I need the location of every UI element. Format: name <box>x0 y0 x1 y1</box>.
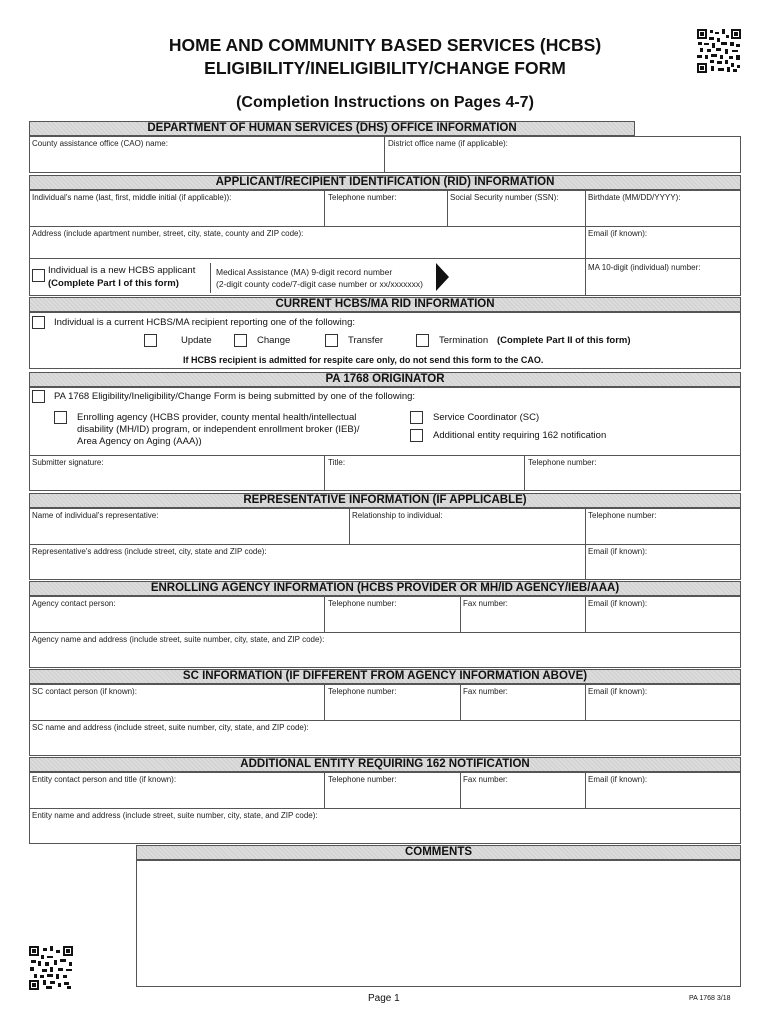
service-coordinator-label: Service Coordinator (SC) <box>433 412 540 423</box>
birthdate-field[interactable]: Birthdate (MM/DD/YYYY): <box>588 193 681 202</box>
sc-contact-field[interactable]: SC contact person (if known): <box>32 687 137 696</box>
update-label: Update <box>181 335 212 346</box>
agency-contact-field[interactable]: Agency contact person: <box>32 599 116 608</box>
ma-record-label: Medical Assistance (MA) 9-digit record number <box>216 267 393 277</box>
comments-field[interactable] <box>136 860 741 987</box>
new-applicant-label: Individual is a new HCBS applicant <box>48 265 196 276</box>
entity-telephone-field[interactable]: Telephone number: <box>328 775 397 784</box>
new-applicant-checkbox[interactable] <box>32 269 45 282</box>
agency-section-heading: ENROLLING AGENCY INFORMATION (HCBS PROVIDER OR MH/ID AGENCY/IEB/AAA) <box>29 581 741 596</box>
termination-label: Termination <box>439 335 489 346</box>
submitter-title-field[interactable]: Title: <box>328 458 346 467</box>
sc-address-field[interactable]: SC name and address (include street, suite number, city, state, and ZIP code): <box>32 723 309 732</box>
additional-entity-label: Additional entity requiring 162 notification <box>433 430 607 441</box>
change-checkbox[interactable] <box>234 334 247 347</box>
transfer-checkbox[interactable] <box>325 334 338 347</box>
dhs-section-heading: DEPARTMENT OF HUMAN SERVICES (DHS) OFFICE INFORMATION <box>29 121 635 136</box>
form-title-line1: HOME AND COMMUNITY BASED SERVICES (HCBS) <box>168 35 602 55</box>
entity-section-heading: ADDITIONAL ENTITY REQUIRING 162 NOTIFICATION <box>29 757 741 772</box>
originator-section-heading: PA 1768 ORIGINATOR <box>29 372 741 387</box>
current-recipient-label: Individual is a current HCBS/MA recipient reporting one of the following: <box>54 317 355 328</box>
page-number: Page 1 <box>368 993 400 1004</box>
enrolling-agency-line2: disability (MH/ID) program, or independent enrollment broker (IEB)/ <box>77 424 360 435</box>
current-section-heading: CURRENT HCBS/MA RID INFORMATION <box>29 297 741 312</box>
form-subtitle: (Completion Instructions on Pages 4-7) <box>236 94 534 111</box>
representative-section-heading: REPRESENTATIVE INFORMATION (IF APPLICABLE) <box>29 493 741 508</box>
entity-fax-field[interactable]: Fax number: <box>463 775 508 784</box>
new-applicant-note: (Complete Part I of this form) <box>48 278 179 289</box>
enrolling-agency-checkbox[interactable] <box>54 411 67 424</box>
transfer-label: Transfer <box>348 335 384 346</box>
service-coordinator-checkbox[interactable] <box>410 411 423 424</box>
cao-name-field[interactable]: County assistance office (CAO) name: <box>32 139 168 148</box>
agency-telephone-field[interactable]: Telephone number: <box>328 599 397 608</box>
entity-email-field[interactable]: Email (if known): <box>588 775 648 784</box>
additional-entity-checkbox[interactable] <box>410 429 423 442</box>
rid-section-heading: APPLICANT/RECIPIENT IDENTIFICATION (RID) INFORMATION <box>29 175 741 190</box>
agency-fax-field[interactable]: Fax number: <box>463 599 508 608</box>
representative-name-field[interactable]: Name of individual's representative: <box>32 511 159 520</box>
email-field[interactable]: Email (if known): <box>588 229 648 238</box>
comments-section-heading: COMMENTS <box>136 845 741 860</box>
ma-record-format: (2-digit county code/7-digit case number or xx/xxxxxxx) <box>216 279 423 289</box>
representative-telephone-field[interactable]: Telephone number: <box>588 511 657 520</box>
ssn-field[interactable]: Social Security number (SSN): <box>450 193 559 202</box>
address-field[interactable]: Address (include apartment number, street, city, state, county and ZIP code): <box>32 229 304 238</box>
entity-address-field[interactable]: Entity name and address (include street, suite number, city, state, and ZIP code): <box>32 811 318 820</box>
representative-address-field[interactable]: Representative's address (include street, city, state and ZIP code): <box>32 547 267 556</box>
originator-checkbox[interactable] <box>32 390 45 403</box>
agency-address-field[interactable]: Agency name and address (include street, suite number, city, state, and ZIP code): <box>32 635 325 644</box>
originator-label: PA 1768 Eligibility/Ineligibility/Change Form is being submitted by one of the following: <box>54 391 416 402</box>
change-label: Change <box>257 335 291 346</box>
termination-checkbox[interactable] <box>416 334 429 347</box>
individual-name-field[interactable]: Individual's name (last, first, middle initial (if applicable)): <box>32 193 232 202</box>
sc-telephone-field[interactable]: Telephone number: <box>328 687 397 696</box>
entity-contact-field[interactable]: Entity contact person and title (if known): <box>32 775 177 784</box>
respite-note: If HCBS recipient is admitted for respite care only, do not send this form to the CAO. <box>183 355 544 365</box>
form-title-line2: ELIGIBILITY/INELIGIBILITY/CHANGE FORM <box>204 58 566 78</box>
sc-email-field[interactable]: Email (if known): <box>588 687 648 696</box>
representative-email-field[interactable]: Email (if known): <box>588 547 648 556</box>
update-checkbox[interactable] <box>144 334 157 347</box>
submitter-signature-field[interactable]: Submitter signature: <box>32 458 104 467</box>
sc-fax-field[interactable]: Fax number: <box>463 687 508 696</box>
sc-section-heading: SC INFORMATION (IF DIFFERENT FROM AGENCY INFORMATION ABOVE) <box>29 669 741 684</box>
ma10-field[interactable]: MA 10-digit (individual) number: <box>588 263 701 272</box>
enrolling-agency-line3: Area Agency on Aging (AAA)) <box>77 436 202 447</box>
submitter-telephone-field[interactable]: Telephone number: <box>528 458 597 467</box>
agency-email-field[interactable]: Email (if known): <box>588 599 648 608</box>
relationship-field[interactable]: Relationship to individual: <box>352 511 443 520</box>
district-office-field[interactable]: District office name (if applicable): <box>388 139 508 148</box>
arrow-right-icon <box>436 263 450 291</box>
form-id: PA 1768 3/18 <box>689 995 731 1002</box>
barcode-icon <box>29 946 73 990</box>
enrolling-agency-line1: Enrolling agency (HCBS provider, county mental health/intellectual <box>77 412 357 423</box>
current-recipient-checkbox[interactable] <box>32 316 45 329</box>
rid-telephone-field[interactable]: Telephone number: <box>328 193 397 202</box>
termination-note: (Complete Part II of this form) <box>497 335 631 346</box>
qr-code-icon <box>697 29 741 73</box>
